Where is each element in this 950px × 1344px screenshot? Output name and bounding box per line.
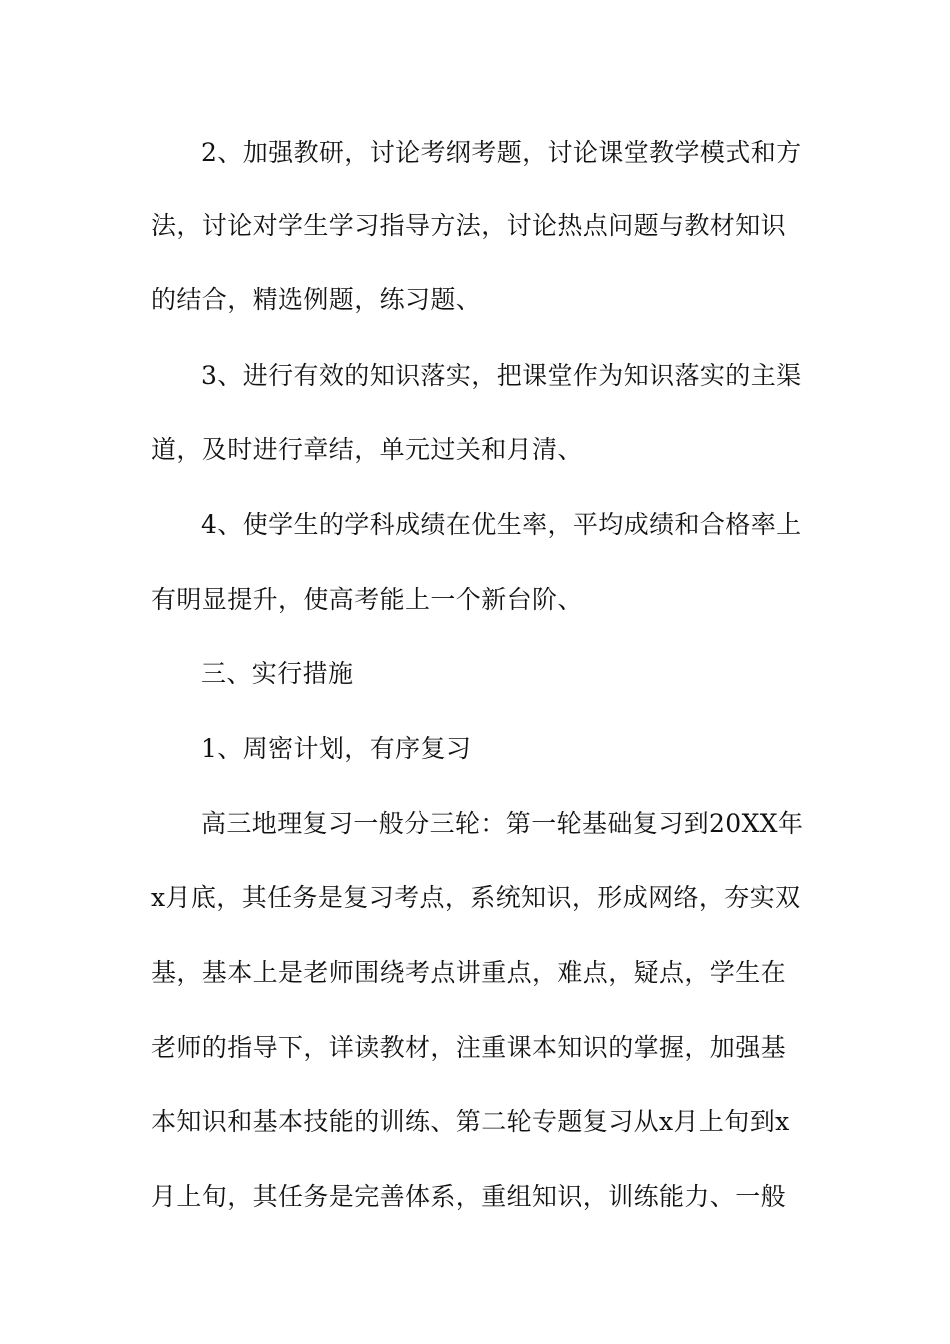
subsection-heading: 1、周密计划，有序复习 <box>201 734 472 763</box>
paragraph-line: 3、进行有效的知识落实，把课堂作为知识落实的主渠 <box>201 361 802 390</box>
paragraph-line: 高三地理复习一般分三轮：第一轮基础复习到20XX年 <box>201 809 804 838</box>
paragraph-line: 法，讨论对学生学习指导方法，讨论热点问题与教材知识 <box>151 211 787 240</box>
paragraph-line: 2、加强教研，讨论考纲考题，讨论课堂教学模式和方 <box>201 138 802 167</box>
paragraph-line: 道，及时进行章结，单元过关和月清、 <box>151 435 583 464</box>
paragraph-line: 月上旬，其任务是完善体系，重组知识，训练能力、一般 <box>151 1182 787 1211</box>
paragraph-line: 有明显提升，使高考能上一个新台阶、 <box>151 585 583 614</box>
paragraph-line: x月底，其任务是复习考点，系统知识，形成网络，夯实双 <box>151 883 801 912</box>
paragraph-line: 本知识和基本技能的训练、第二轮专题复习从x月上旬到x <box>151 1107 790 1136</box>
paragraph-line: 4、使学生的学科成绩在优生率，平均成绩和合格率上 <box>201 510 802 539</box>
section-heading: 三、实行措施 <box>201 659 354 688</box>
paragraph-line: 的结合，精选例题，练习题、 <box>151 285 482 314</box>
paragraph-line: 老师的指导下，详读教材，注重课本知识的掌握，加强基 <box>151 1033 787 1062</box>
paragraph-line: 基，基本上是老师围绕考点讲重点，难点，疑点，学生在 <box>151 958 787 987</box>
